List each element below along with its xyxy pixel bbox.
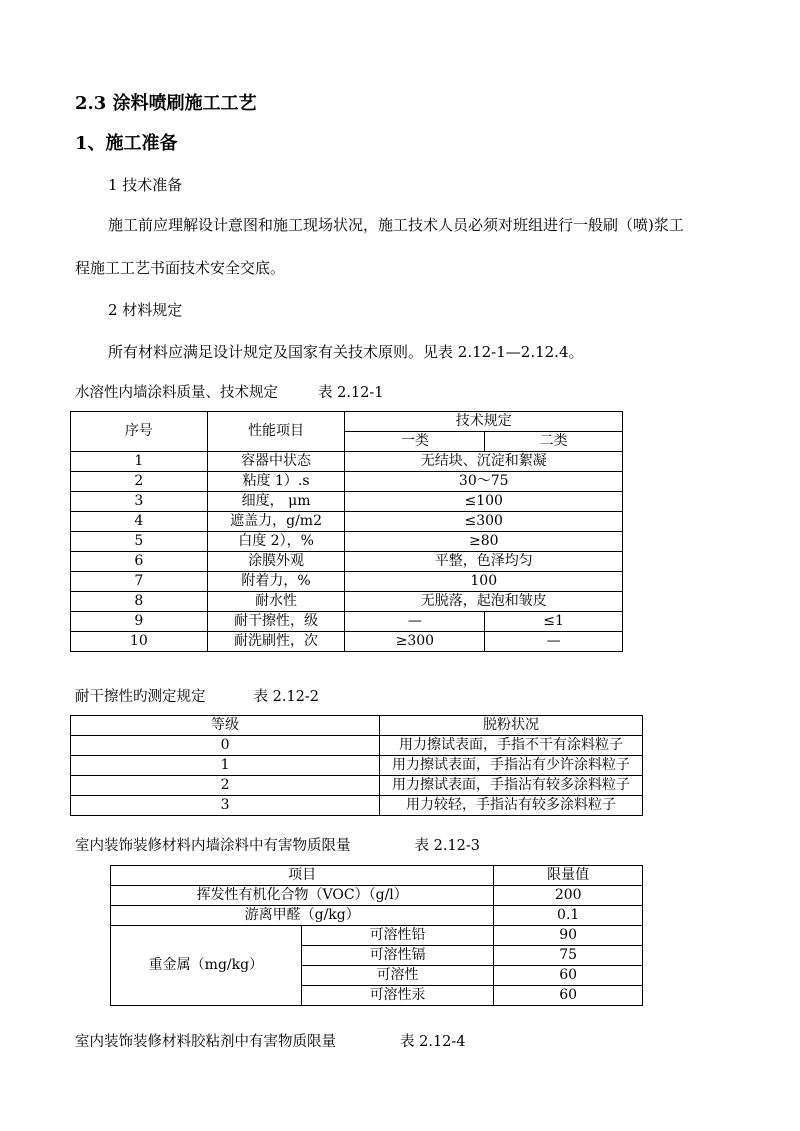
table3 — [110, 865, 643, 1006]
table4-number: 表 2.12-4 — [400, 1034, 466, 1050]
table1-cell-seq: 4 — [71, 512, 208, 532]
table4-caption-text: 室内装饰装修材料胶粘剂中有害物质限量 — [75, 1034, 336, 1050]
table1-cell-seq: 9 — [71, 612, 208, 632]
table2-cell-grade: 3 — [71, 796, 380, 816]
table1-cell-item: 附着力，% — [207, 572, 345, 592]
table1-cell-class2: ≤1 — [485, 612, 623, 632]
table1-cell-seq: 6 — [71, 552, 208, 572]
table1-header-spec: 技术规定 — [345, 412, 623, 432]
table3-header-limit: 限量值 — [494, 866, 643, 886]
table1-cell-seq: 10 — [71, 632, 208, 652]
table-row — [71, 552, 623, 572]
table1-cell-item: 耐干擦性，级 — [207, 612, 345, 632]
table-row — [71, 796, 643, 816]
table3-cell-item: 挥发性有机化合物（VOC）（g/l） — [111, 886, 494, 906]
table1-cell-item: 容器中状态 — [207, 452, 345, 472]
table2 — [70, 715, 643, 816]
table2-caption — [75, 685, 319, 706]
paragraph1-line1: 施工前应理解设计意图和施工现场状况，施工技术人员必须对班组进行一般刷（喷)浆工 — [108, 216, 684, 234]
table1-cell-value: 无脱落，起泡和皱皮 — [345, 592, 623, 612]
table-row — [71, 452, 623, 472]
table-row — [71, 512, 623, 532]
table4-caption — [75, 1030, 466, 1051]
table1-cell-value: 平整，色泽均匀 — [345, 552, 623, 572]
table-row — [111, 906, 643, 926]
table-row — [71, 472, 623, 492]
table1-cell-value: ≥80 — [345, 532, 623, 552]
table-row — [71, 492, 623, 512]
table2-caption-text: 耐干擦性旳测定规定 — [75, 689, 206, 705]
table1-cell-item: 白度 2），% — [207, 532, 345, 552]
section-title: 2.3 涂料喷刷施工工艺 — [75, 93, 257, 114]
table2-header-condition: 脱粉状况 — [380, 716, 643, 736]
table1-cell-item: 涂膜外观 — [207, 552, 345, 572]
table1-cell-value: 无结块、沉淀和絮凝 — [345, 452, 623, 472]
table3-cell-item: 可溶性汞 — [301, 986, 494, 1006]
table3-cell-item: 可溶性镉 — [301, 946, 494, 966]
table2-cell-condition: 用力擦试表面，手指不干有涂料粒子 — [380, 736, 643, 756]
table1-cell-item: 细度， μm — [207, 492, 345, 512]
table3-cell-item: 可溶性 — [301, 966, 494, 986]
table-row — [71, 572, 623, 592]
table1-cell-item: 粘度 1）.s — [207, 472, 345, 492]
table-row — [71, 592, 623, 612]
table1-cell-class1: — — [345, 612, 485, 632]
table1-cell-value: ≤300 — [345, 512, 623, 532]
table2-number: 表 2.12-2 — [253, 689, 320, 705]
table3-cell-limit: 90 — [494, 926, 643, 946]
table2-cell-condition: 用力擦试表面，手指沾有较多涂料粒子 — [380, 776, 643, 796]
table-row — [71, 612, 623, 632]
table1-cell-seq: 7 — [71, 572, 208, 592]
table1-cell-value: 30～75 — [345, 472, 623, 492]
table-row — [71, 756, 643, 776]
table2-cell-grade: 1 — [71, 756, 380, 776]
item1-heading: 1 技术准备 — [108, 176, 183, 194]
table2-cell-condition: 用力较轻，手指沾有较多涂料粒子 — [380, 796, 643, 816]
table-row — [71, 532, 623, 552]
table-row — [71, 632, 623, 652]
table1-header-item: 性能项目 — [207, 412, 345, 452]
table1-cell-class2: — — [485, 632, 623, 652]
table1 — [70, 411, 623, 652]
table1-cell-seq: 3 — [71, 492, 208, 512]
table3-cell-limit: 0.1 — [494, 906, 643, 926]
table-row — [71, 776, 643, 796]
table1-cell-seq: 1 — [71, 452, 208, 472]
table3-cell-limit: 60 — [494, 986, 643, 1006]
table3-cell-item: 可溶性铅 — [301, 926, 494, 946]
table1-cell-seq: 5 — [71, 532, 208, 552]
table3-group-label: 重金属（mg/kg） — [111, 926, 302, 1006]
table3-header-item: 项目 — [111, 866, 494, 886]
table3-caption — [75, 834, 480, 855]
table1-header-class1: 一类 — [345, 432, 485, 452]
table2-cell-condition: 用力擦试表面，手指沾有少许涂料粒子 — [380, 756, 643, 776]
table1-cell-value: 100 — [345, 572, 623, 592]
table2-cell-grade: 2 — [71, 776, 380, 796]
table1-cell-class1: ≥300 — [345, 632, 485, 652]
table3-cell-limit: 200 — [494, 886, 643, 906]
subsection-title: 1、施工准备 — [75, 133, 178, 154]
table1-cell-seq: 2 — [71, 472, 208, 492]
table3-number: 表 2.12-3 — [414, 838, 481, 854]
paragraph1-line2: 程施工工艺书面技术安全交底。 — [75, 259, 286, 277]
table1-caption — [75, 381, 384, 402]
table1-header-seq: 序号 — [71, 412, 208, 452]
table3-cell-limit: 60 — [494, 966, 643, 986]
table1-cell-item: 耐水性 — [207, 592, 345, 612]
paragraph2: 所有材料应满足设计规定及国家有关技术原则。见表 2.12-1—2.12.4。 — [108, 343, 584, 361]
table2-cell-grade: 0 — [71, 736, 380, 756]
table1-cell-item: 遮盖力，g/m2 — [207, 512, 345, 532]
table3-cell-limit: 75 — [494, 946, 643, 966]
table3-caption-text: 室内装饰装修材料内墙涂料中有害物质限量 — [75, 838, 351, 854]
table-row — [111, 926, 643, 946]
table1-cell-seq: 8 — [71, 592, 208, 612]
table-row — [71, 736, 643, 756]
table3-cell-item: 游离甲醛（g/kg） — [111, 906, 494, 926]
table1-cell-value: ≤100 — [345, 492, 623, 512]
table1-header-class2: 二类 — [485, 432, 623, 452]
table1-number: 表 2.12-1 — [318, 385, 384, 401]
table-row — [111, 886, 643, 906]
table2-header-grade: 等级 — [71, 716, 380, 736]
table1-cell-item: 耐洗刷性，次 — [207, 632, 345, 652]
table1-caption-text: 水溶性内墙涂料质量、技术规定 — [75, 385, 278, 401]
item2-heading: 2 材料规定 — [108, 301, 183, 319]
